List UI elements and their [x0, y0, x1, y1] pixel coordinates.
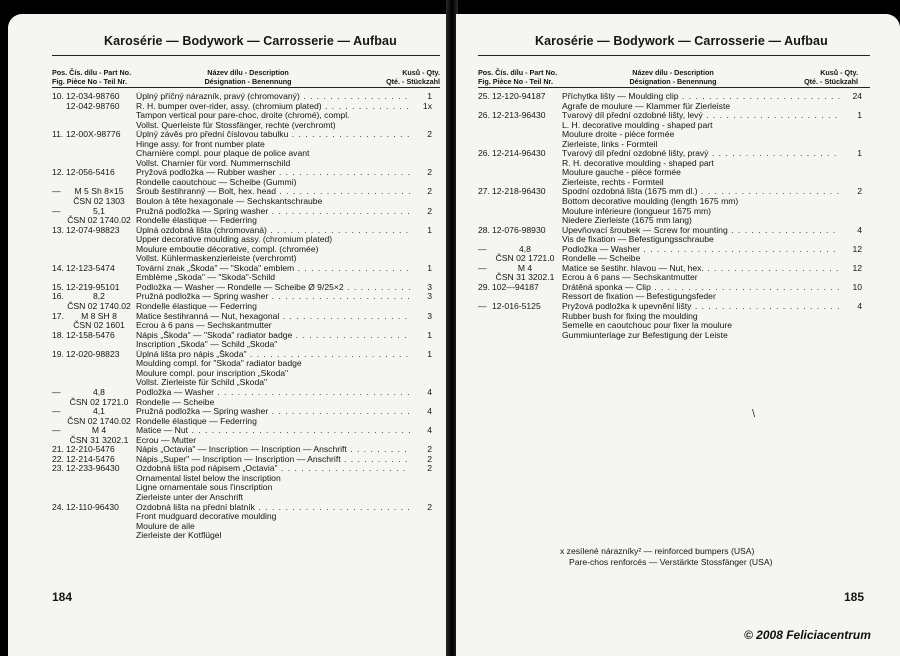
parts-row — [52, 283, 432, 293]
part-number: 12-214-96430 — [492, 148, 546, 159]
part-description: Tvarový díl přední ozdobné lišty, levý . . . — [562, 111, 840, 121]
part-description: Rubber bush for fixing the moulding — [562, 311, 698, 321]
position-number: 28. — [478, 224, 490, 235]
part-description: Zierleiste, rechts - Formteil — [562, 177, 664, 187]
parts-row — [52, 522, 432, 532]
part-description: Ozdobná lišta pod nápisem „Octavia" . . . — [136, 464, 410, 474]
parts-row — [52, 369, 432, 379]
quantity: 1x — [422, 100, 432, 111]
position-number: — — [52, 186, 61, 197]
position-number: — — [52, 386, 61, 397]
part-number: 12-123-5474 — [66, 262, 115, 273]
part-number: 12-074-98823 — [66, 224, 120, 235]
part-description: Rondelle — Scheibe — [136, 397, 215, 407]
column-header-quantity: Kusů - Qty. Qté. - Stückzahl — [804, 68, 858, 86]
part-description: Pryžová podložka k upevnění lišty . . . — [562, 302, 840, 312]
part-description: Moulding compl. for "Skoda" radiator badge — [136, 359, 302, 369]
quantity: 1 — [857, 110, 862, 121]
parts-row — [478, 187, 862, 197]
part-description: Nápis „Octavia" — Inscription — Inscription — Anschrift . . . — [136, 445, 410, 455]
stray-pen-mark: \ — [752, 408, 756, 420]
position-number: 24. — [52, 501, 64, 512]
parts-list — [52, 92, 432, 541]
quantity: 4 — [427, 386, 432, 397]
parts-row — [52, 130, 432, 140]
position-number: — — [52, 425, 61, 436]
part-description: Úplný příčný nárazník, pravý (chromovaný) . . . — [136, 92, 410, 102]
parts-row — [52, 168, 432, 178]
left-page — [8, 14, 448, 656]
part-description: Tampon vertical pour pare-choc, droite (chromé), compl. — [136, 111, 350, 121]
part-description: Hinge assy. for front number plate — [136, 139, 265, 149]
position-number: — — [52, 406, 61, 417]
quantity: 10 — [852, 281, 862, 292]
part-description: Nápis „Super" — Inscription — Inscription — Anschrift . . . — [136, 455, 410, 465]
part-description: Vollst. Charnier für vord. Nummernschild — [136, 158, 291, 168]
part-description: Vollst. Zierleiste für Schild „Skoda" — [136, 378, 268, 388]
header-rule — [52, 55, 440, 56]
parts-row — [478, 226, 862, 236]
parts-row — [52, 111, 432, 121]
quantity: 3 — [427, 291, 432, 302]
part-description: Moulure emboutie décorative, compl. (chromée) — [136, 244, 319, 254]
part-number: 12-218-96430 — [492, 186, 546, 197]
part-description: L. H. decorative moulding - shaped part — [562, 120, 713, 130]
position-number: 14. — [52, 262, 64, 273]
part-description: Vollst. Kühlermaskenzierleiste (verchromt) — [136, 254, 297, 264]
column-header-description: Název dílu - Description Désignation - Benennung — [204, 68, 292, 86]
part-number: 12-213-96430 — [492, 110, 546, 121]
position-number: — — [478, 262, 487, 273]
parts-row — [52, 503, 432, 513]
position-number: 13. — [52, 224, 64, 235]
position-number: — — [478, 243, 487, 254]
parts-row — [478, 92, 862, 102]
part-number: ČSN 31 3202.1 — [495, 272, 555, 283]
part-description: Tovární znak „Škoda" — "Skoda" emblem . . . — [136, 264, 410, 274]
parts-row — [478, 168, 862, 178]
part-description: Zierleiste unter der Anschrift — [136, 492, 243, 502]
part-description: R. H. bumper over-rider, assy. (chromium plated) . . . — [136, 102, 410, 112]
quantity: 4 — [427, 406, 432, 417]
part-number: 12-034-98760 — [66, 91, 120, 101]
part-number: M 8 SH 8 — [81, 310, 117, 321]
part-number: 12-076-98930 — [492, 224, 546, 235]
position-number: 26. — [478, 148, 490, 159]
part-description: Úplný závěs pro přední číslovou tabulku . . . — [136, 130, 410, 140]
part-number: 4,1 — [93, 406, 105, 417]
quantity: 1 — [427, 91, 432, 101]
part-number: ČSN 02 1740.02 — [67, 215, 131, 226]
header-rule — [478, 87, 870, 88]
quantity: 4 — [857, 224, 862, 235]
part-description: Pryžová podložka — Rubber washer . . . — [136, 168, 410, 178]
part-number: 12-210-5476 — [66, 444, 115, 455]
quantity: 2 — [427, 463, 432, 474]
header-rule — [52, 87, 440, 88]
parts-row — [478, 302, 862, 312]
part-description: Pružná podložka — Spring washer . . . — [136, 292, 410, 302]
position-number: — — [52, 205, 61, 216]
part-description: R. H. decorative moulding - shaped part — [562, 158, 714, 168]
position-number: 25. — [478, 91, 490, 101]
part-description: Emblème „Skoda" — "Skoda"-Schild — [136, 273, 276, 283]
parts-row — [52, 149, 432, 159]
part-number: ČSN 02 1721.0 — [495, 253, 555, 264]
part-description: Semelle en caoutchouc pour fixer la moulure — [562, 321, 733, 331]
quantity: 2 — [427, 453, 432, 464]
quantity: 2 — [857, 186, 862, 197]
part-description: Gummiunterlage zur Befestigung der Leiste — [562, 330, 728, 340]
parts-row — [52, 474, 432, 484]
part-number: 12-00X-98776 — [66, 129, 121, 140]
parts-row — [478, 121, 862, 131]
parts-row — [52, 417, 432, 427]
part-description: Boulon à tête hexagonale — Sechskantschraube — [136, 197, 323, 207]
parts-row — [478, 321, 862, 331]
part-number: 12-110-96430 — [66, 501, 119, 512]
page-title: Karosérie — Bodywork — Carrosserie — Aufbau — [104, 34, 397, 48]
parts-row — [52, 102, 432, 112]
part-description: Rondelle caoutchouc — Scheibe (Gummi) — [136, 177, 297, 187]
part-description: Moulure droite - pièce formée — [562, 130, 675, 140]
quantity: 2 — [427, 501, 432, 512]
position-number: 11. — [52, 129, 64, 140]
quantity: 3 — [427, 281, 432, 292]
part-description: Bottom decorative moulding (length 1675 mm) — [562, 197, 739, 207]
parts-row — [478, 197, 862, 207]
part-number: ČSN 02 1740.02 — [67, 415, 131, 426]
part-description: Podložka — Washer — Rondelle — Scheibe Ø 9/25×2 . . . — [136, 283, 410, 293]
parts-row — [52, 197, 432, 207]
parts-row — [52, 226, 432, 236]
quantity: 2 — [427, 186, 432, 197]
part-number: M 4 — [517, 262, 533, 273]
parts-row — [478, 149, 862, 159]
column-header-part-no: Pos. Čís. dílu - Part No. Fig. Pièce No - Teil Nr. — [478, 68, 558, 86]
parts-row — [478, 207, 862, 217]
column-header-description: Název dílu - Description Désignation - Benennung — [629, 68, 717, 86]
column-header-part-no: Pos. Čís. dílu - Part No. Fig. Pièce No - Teil Nr. — [52, 68, 132, 86]
parts-row — [478, 254, 862, 264]
parts-row — [52, 235, 432, 245]
part-description: Front mudguard decorative moulding — [136, 512, 277, 522]
quantity: 12 — [852, 262, 862, 273]
part-description: Pružná podložka — Spring washer . . . — [136, 207, 410, 217]
part-description: Ornamental listel below the inscription — [136, 473, 281, 483]
quantity: 1 — [427, 348, 432, 359]
position-number: 17. — [52, 310, 64, 321]
part-description: Příchytka lišty — Moulding clip . . . — [562, 92, 840, 102]
quantity: 4 — [427, 425, 432, 436]
position-number: 15. — [52, 281, 64, 292]
parts-row — [52, 378, 432, 388]
part-description: Ozdobná lišta na přední blatník . . . — [136, 503, 410, 513]
parts-row — [478, 283, 862, 293]
quantity: 1 — [857, 148, 862, 159]
quantity: 2 — [427, 444, 432, 455]
parts-row — [52, 245, 432, 255]
position-number: — — [478, 301, 487, 312]
part-number: ČSN 02 1601 — [73, 320, 125, 331]
position-number: 12. — [52, 167, 64, 178]
position-number: 29. — [478, 281, 490, 292]
parts-row — [52, 531, 432, 541]
part-description: Ligne ornamentale sous l'inscription — [136, 483, 273, 493]
part-description: Charnière compl. pour plaque de police avant — [136, 149, 310, 159]
part-number: 102—94187 — [492, 281, 539, 292]
part-description: Moulure de aile — [136, 521, 195, 531]
part-description: Moulure inférieure (longueur 1675 mm) — [562, 206, 712, 216]
page-number: 185 — [844, 590, 865, 604]
part-description: Vis de fixation — Befestigungsschraube — [562, 235, 714, 245]
position-number: 16. — [52, 291, 64, 302]
part-number: 12-020-98823 — [66, 348, 120, 359]
part-description: Rondelle élastique — Federring — [136, 302, 257, 312]
part-number: 12-016-5125 — [492, 301, 541, 312]
parts-row — [478, 312, 862, 322]
part-number: 12-042-98760 — [66, 100, 120, 111]
quantity: 1 — [427, 329, 432, 340]
part-description: Podložka — Washer . . . — [136, 388, 410, 398]
parts-row — [478, 159, 862, 169]
part-description: Moulure compl. pour inscription „Skoda" — [136, 368, 289, 378]
position-number: 10. — [52, 91, 64, 101]
part-description: Agrafe de moulure — Klammer für Zierleiste — [562, 101, 731, 111]
part-description: Matice se šestihr. hlavou — Nut, hex. . . . — [562, 264, 840, 274]
part-description: Inscription „Skoda" — Schild „Skoda" — [136, 340, 278, 350]
page-title: Karosérie — Bodywork — Carrosserie — Aufbau — [535, 34, 828, 48]
part-description: Úplná ozdobná lišta (chromovaná) . . . — [136, 226, 410, 236]
part-description: Šroub šestihranný — Bolt, hex. head . . . — [136, 187, 410, 197]
part-number: M 5 Sh 8×15 — [74, 186, 124, 197]
part-description: Matice — Nut . . . — [136, 426, 410, 436]
parts-row — [52, 483, 432, 493]
part-description: Vollst. Querleiste für Stossfänger, rechte (verchromt) — [136, 120, 336, 130]
quantity: 3 — [427, 310, 432, 321]
position-number: 23. — [52, 463, 64, 474]
parts-row — [52, 398, 432, 408]
quantity: 1 — [427, 262, 432, 273]
right-page — [456, 14, 900, 656]
parts-row — [52, 359, 432, 369]
part-description: Rondelle élastique — Federring — [136, 216, 257, 226]
part-number: 8,2 — [93, 291, 105, 302]
parts-row — [478, 130, 862, 140]
part-description: Tvarový díl přední ozdobné lišty, pravý . . . — [562, 149, 840, 159]
part-description: Moulure gauche - pièce formée — [562, 168, 681, 178]
part-number: 12-120-94187 — [492, 91, 546, 101]
part-description: Zierleiste, links - Formteil — [562, 139, 658, 149]
column-header-quantity: Kusů - Qty. Qté. - Stückzahl — [386, 68, 440, 86]
part-description: Zierleiste der Kotflügel — [136, 531, 222, 541]
parts-row — [478, 235, 862, 245]
parts-row — [52, 350, 432, 360]
parts-row — [52, 464, 432, 474]
part-number: 12-219-95101 — [66, 281, 120, 292]
part-number: 12-056-5416 — [66, 167, 115, 178]
part-description: Upevňovací šroubek — Screw for mounting . . . — [562, 226, 840, 236]
part-description: Pružná podložka — Spring washer . . . — [136, 407, 410, 417]
header-rule — [478, 55, 870, 56]
footnote: x zesílené nárazníky² — reinforced bumpers (USA) Pare-chos renforcés — Verstärkte Stossfänger (USA) — [560, 546, 773, 567]
position-number: 21. — [52, 444, 64, 455]
parts-row — [52, 140, 432, 150]
part-description: Matice šestihranná — Nut, hexagonal . . . — [136, 312, 410, 322]
parts-row — [52, 512, 432, 522]
part-description: Spodní ozdobná lišta (1675 mm dl.) . . . — [562, 187, 840, 197]
parts-row — [52, 331, 432, 341]
position-number: 27. — [478, 186, 490, 197]
quantity: 2 — [427, 129, 432, 140]
part-number: 5,1 — [93, 205, 105, 216]
parts-row — [478, 111, 862, 121]
part-number: 12-233-96430 — [66, 463, 120, 474]
parts-list — [478, 92, 862, 340]
copyright-watermark: © 2008 Feliciacentrum — [744, 628, 871, 642]
part-number: 12-158-5476 — [66, 329, 115, 340]
part-number: ČSN 02 1740.02 — [67, 301, 131, 312]
part-description: Ecrou — Mutter — [136, 435, 197, 445]
part-description: Drátěná sponka — Clip . . . — [562, 283, 840, 293]
position-number: 18. — [52, 329, 64, 340]
quantity: 1 — [427, 224, 432, 235]
parts-row — [52, 264, 432, 274]
part-number: M 4 — [91, 425, 107, 436]
quantity: 2 — [427, 205, 432, 216]
part-number: 4,8 — [519, 243, 531, 254]
part-number: 4,8 — [93, 386, 105, 397]
parts-row — [478, 331, 862, 341]
part-description: Rondelle élastique — Federring — [136, 416, 257, 426]
quantity: 2 — [427, 167, 432, 178]
part-number: ČSN 02 1303 — [73, 196, 125, 207]
position-number: 22. — [52, 453, 64, 464]
part-description: Niedere Zierleiste (1675 mm lang) — [562, 216, 692, 226]
position-number: 26. — [478, 110, 490, 121]
part-description: Upper decorative moulding assy. (chromium plated) — [136, 235, 333, 245]
quantity: 4 — [857, 301, 862, 312]
part-description: Rondelle — Scheibe — [562, 254, 641, 264]
part-description: Ecrou à 6 pans — Sechskantmutter — [562, 273, 698, 283]
page-number: 184 — [52, 590, 73, 604]
part-description: Úplná lišta pro nápis „Škoda" . . . — [136, 350, 410, 360]
part-description: Nápis „Škoda" — "Skoda" radiator badge . . . — [136, 331, 410, 341]
quantity: 24 — [852, 91, 862, 101]
part-number: ČSN 31 3202.1 — [69, 434, 129, 445]
quantity: 12 — [852, 243, 862, 254]
part-description: Ressort de fixation — Befestigungsfeder — [562, 292, 716, 302]
part-number: ČSN 02 1721.0 — [69, 396, 129, 407]
part-description: Podložka — Washer . . . — [562, 245, 840, 255]
part-description: Ecrou à 6 pans — Sechskantmutter — [136, 321, 272, 331]
position-number: 19. — [52, 348, 64, 359]
part-number: 12-214-5476 — [66, 453, 115, 464]
